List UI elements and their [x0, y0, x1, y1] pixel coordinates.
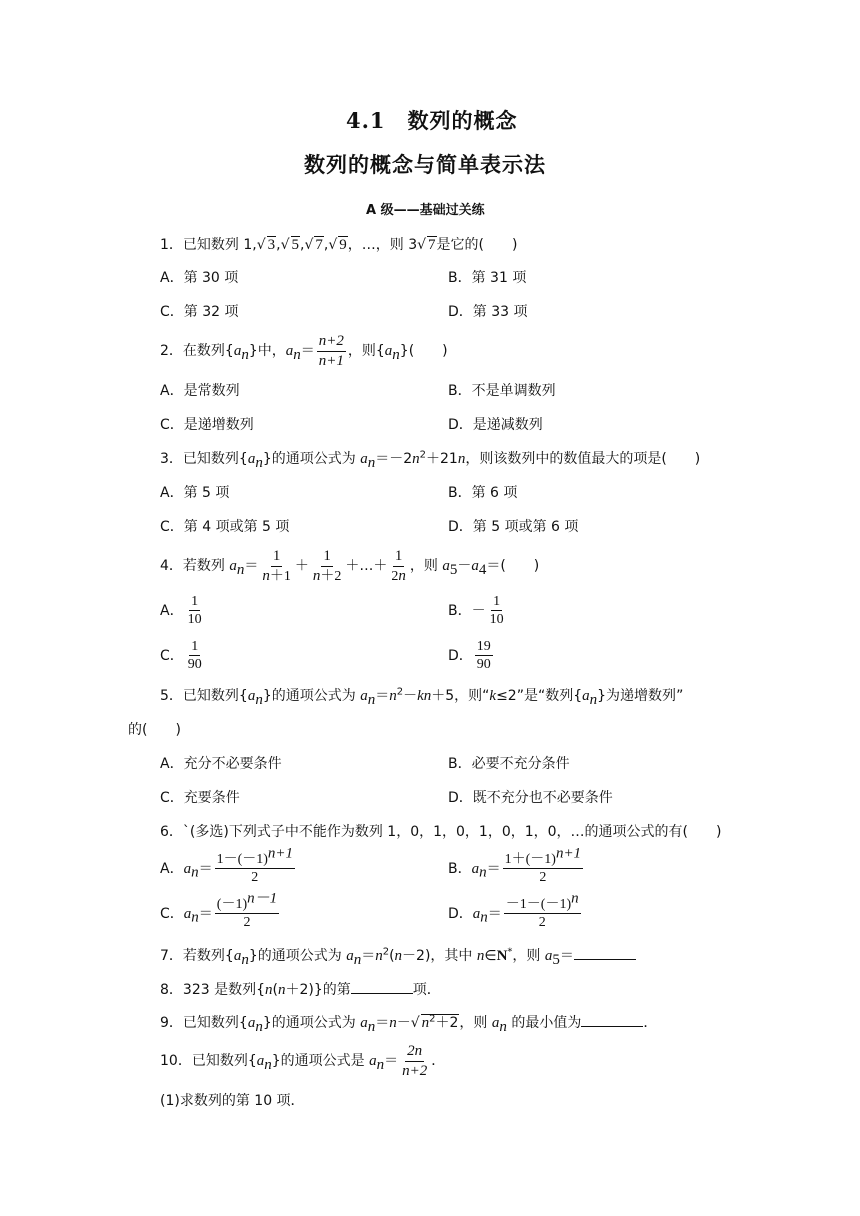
- q1-option-b: B．第 31 项: [448, 270, 527, 286]
- q5-option-c: C．充要条件: [160, 790, 240, 806]
- question-6: 6．`(多选)下列式子中不能作为数列 1，0，1，0，1，0，1，0，…的通项公式的有( ): [160, 824, 722, 840]
- question-7: 7．若数列$\{a_n\}$的通项公式为 $a_n=n^2(n-2)$，其中 n∈N*，则 $a_5=$: [160, 947, 636, 964]
- answer-blank: [351, 981, 413, 994]
- q4-option-d: D． $\frac{19}{90}$: [448, 639, 491, 673]
- q2-option-c: C．是递增数列: [160, 417, 254, 433]
- q1-option-c: C．第 32 项: [160, 304, 239, 320]
- question-10: 10．已知数列$\{a_n\}$的通项公式是 $a_n=$ $\frac{2n}{n+2}$ ．: [160, 1043, 446, 1079]
- question-10-part-1: (1)求数列的第 10 项．: [160, 1093, 305, 1109]
- question-1: 1．已知数列 1,√ 3,√ 5,√ 7,√ 9，…，则 3√ 7是它的( ): [160, 237, 518, 253]
- q1-option-a: A．第 30 项: [160, 270, 239, 286]
- q2-option-a: A．是常数列: [160, 383, 240, 399]
- q1-option-d: D．第 33 项: [448, 304, 528, 320]
- question-2: 2．在数列$\{a_n\}$中，$a_n=$ $\frac{n+2}{n+1}$ ，则$\{a_n\}$( ): [160, 333, 448, 369]
- q5-option-b: B．必要不充分条件: [448, 756, 570, 772]
- q3-option-d: D．第 5 项或第 6 项: [448, 519, 579, 535]
- q2-option-d: D．是递减数列: [448, 417, 543, 433]
- question-3: 3．已知数列$\{a_n\}$的通项公式为 $a_n=-2n^2+21n$，则该数列中的数值最大的项是( ): [160, 449, 701, 471]
- q4-option-b: B．－ $\frac{1}{10}$: [448, 594, 504, 628]
- answer-blank: [574, 947, 636, 960]
- section-title: 4.1 数列的概念: [346, 108, 518, 133]
- q6-option-b: B．$a_n=$ $\frac{1+(-1)^{n+1}}{2}$: [448, 845, 582, 886]
- answer-blank: [581, 1014, 643, 1027]
- q2-option-b: B．不是单调数列: [448, 383, 556, 399]
- q3-option-c: C．第 4 项或第 5 项: [160, 519, 290, 535]
- q5-option-d: D．既不充分也不必要条件: [448, 790, 613, 806]
- q5-option-a: A．充分不必要条件: [160, 756, 282, 772]
- q6-option-c: C．$a_n=$ $\frac{(-1)^{n-1}}{2}$: [160, 890, 278, 931]
- level-label: A 级——基础过关练: [366, 203, 485, 218]
- question-9: 9．已知数列$\{a_n\}$的通项公式为 $a_n=n-√$ $n^2+2$，则 $a_n$ 的最小值为 ．: [160, 1013, 658, 1035]
- q4-option-a: A． $\frac{1}{10}$: [160, 594, 202, 628]
- main-title: 数列的概念与简单表示法: [304, 152, 546, 177]
- question-8: 8．323 是数列{n(n＋2)}的第 项．: [160, 982, 441, 998]
- q3-option-a: A．第 5 项: [160, 485, 230, 501]
- question-5-line1: 5．已知数列$\{a_n\}$的通项公式为 $a_n=n^2-kn+5$，则“k≤2”是“数列$\{a_n\}$为递增数列”: [160, 686, 684, 708]
- question-4: 4．若数列 $a_n=$ $\frac{1}{n+1}$ ＋ $\frac{1}{n+2}$ ＋…＋ $\frac{1}{2n}$ ，则 $a_5-a_4=$( ): [160, 548, 540, 584]
- q4-option-c: C． $\frac{1}{90}$: [160, 639, 202, 673]
- q3-option-b: B．第 6 项: [448, 485, 518, 501]
- q6-option-a: A．$a_n=$ $\frac{1-(-1)^{n+1}}{2}$: [160, 845, 294, 886]
- question-5-line2: 的( ): [128, 722, 181, 738]
- q6-option-d: D．$a_n=$ $\frac{-1-(-1)^n}{2}$: [448, 890, 579, 931]
